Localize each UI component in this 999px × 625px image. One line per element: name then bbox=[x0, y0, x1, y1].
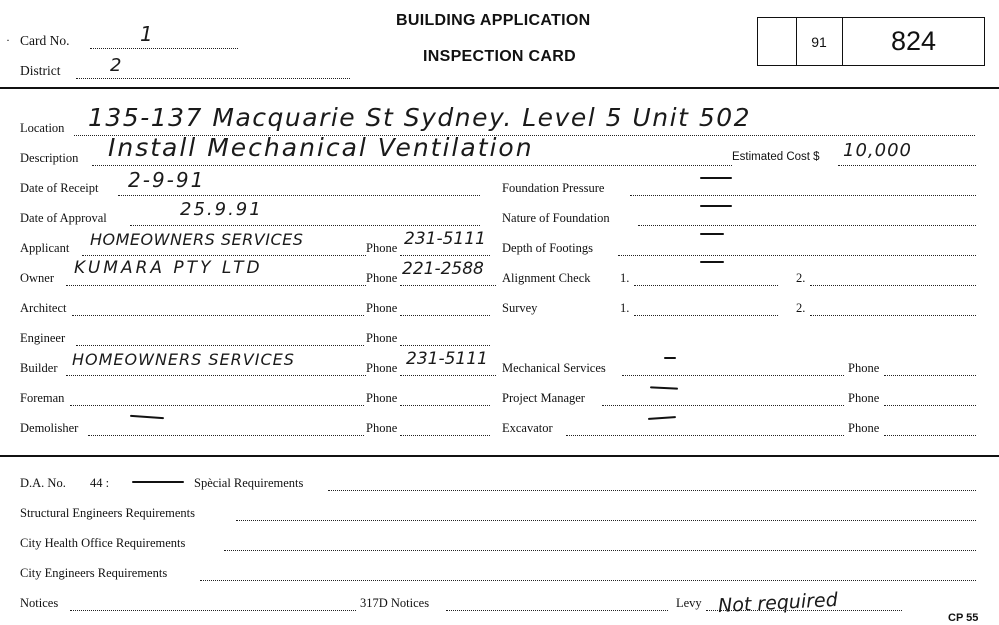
excavator-dash bbox=[648, 416, 676, 420]
owner-phone-line bbox=[400, 285, 496, 286]
structural-label: Structural Engineers Requirements bbox=[20, 506, 195, 520]
engineer-phone-label: Phone bbox=[366, 331, 398, 345]
health-label: City Health Office Requirements bbox=[20, 536, 186, 550]
mechanical-services-dash bbox=[664, 357, 676, 359]
date-receipt-label: Date of Receipt bbox=[20, 181, 99, 195]
special-requirements-label: Spècial Requirements bbox=[194, 476, 304, 490]
card-no-label: Card No. bbox=[20, 33, 70, 48]
excavator-line bbox=[566, 435, 844, 436]
applicant-label: Applicant bbox=[20, 241, 70, 255]
special-requirements-line bbox=[328, 490, 976, 491]
structural-line bbox=[236, 520, 976, 521]
project-manager-line bbox=[602, 405, 844, 406]
applicant-line bbox=[82, 255, 366, 256]
city-engineers-line bbox=[200, 580, 976, 581]
notices-317d-label: 317D Notices bbox=[360, 596, 430, 610]
survey-1-line bbox=[634, 315, 778, 316]
builder-phone-line bbox=[400, 375, 496, 376]
alignment-check-label: Alignment Check bbox=[502, 271, 591, 285]
alignment-check-dash bbox=[700, 261, 724, 263]
health-line bbox=[224, 550, 976, 551]
da-no-label: D.A. No. bbox=[20, 476, 66, 490]
project-manager-phone-line bbox=[884, 405, 976, 406]
applicant-phone-label: Phone bbox=[366, 241, 398, 255]
notices-line bbox=[70, 610, 356, 611]
foreman-line bbox=[70, 405, 364, 406]
builder-label: Builder bbox=[20, 361, 58, 375]
description-label: Description bbox=[20, 151, 79, 165]
alignment-1-line bbox=[634, 285, 778, 286]
box-number-cell bbox=[842, 18, 984, 65]
survey-label: Survey bbox=[502, 301, 538, 315]
box-number: 824 bbox=[890, 26, 937, 56]
levy-value: Not required bbox=[717, 588, 839, 618]
nature-foundation-label: Nature of Foundation bbox=[502, 211, 610, 225]
nature-foundation-dash bbox=[700, 205, 732, 207]
location-value: 135-137 Macquarie St Sydney. Level 5 Unit 502 bbox=[88, 103, 752, 132]
architect-phone-label: Phone bbox=[366, 301, 398, 315]
form-code: CP 55 bbox=[948, 612, 979, 624]
nature-foundation-line bbox=[638, 225, 976, 226]
depth-footings-dash bbox=[700, 233, 724, 235]
estimated-cost-value: 10,000 bbox=[843, 140, 912, 161]
owner-phone-value: 221-2588 bbox=[402, 259, 484, 279]
date-approval-line bbox=[130, 225, 480, 226]
survey-1-label: 1. bbox=[620, 301, 630, 315]
excavator-label: Excavator bbox=[502, 421, 553, 435]
card-no-line bbox=[90, 48, 238, 49]
location-label: Location bbox=[20, 121, 65, 135]
date-receipt-line bbox=[118, 195, 480, 196]
title-line-2: INSPECTION CARD bbox=[423, 48, 576, 65]
demolisher-phone-line bbox=[400, 435, 490, 436]
architect-line bbox=[72, 315, 364, 316]
engineer-line bbox=[76, 345, 364, 346]
demolisher-dash bbox=[130, 415, 164, 419]
alignment-2-line bbox=[810, 285, 976, 286]
builder-value: HOMEOWNERS SERVICES bbox=[72, 350, 295, 369]
description-line bbox=[92, 165, 732, 166]
da-no-value: 44 : bbox=[90, 476, 110, 490]
foundation-pressure-dash bbox=[700, 177, 732, 179]
demolisher-label: Demolisher bbox=[20, 421, 79, 435]
owner-label: Owner bbox=[20, 271, 55, 285]
engineer-label: Engineer bbox=[20, 331, 66, 345]
owner-phone-label: Phone bbox=[366, 271, 398, 285]
date-approval-label: Date of Approval bbox=[20, 211, 107, 225]
card-number-box bbox=[757, 17, 985, 66]
alignment-1-label: 1. bbox=[620, 271, 630, 285]
depth-footings-label: Depth of Footings bbox=[502, 241, 593, 255]
card-no-value: 1 bbox=[140, 22, 153, 46]
excavator-phone-line bbox=[884, 435, 976, 436]
builder-phone-label: Phone bbox=[366, 361, 398, 375]
da-no-dash bbox=[132, 481, 184, 483]
applicant-value: HOMEOWNERS SERVICES bbox=[90, 230, 304, 249]
district-label: District bbox=[20, 63, 61, 78]
project-manager-label: Project Manager bbox=[502, 391, 585, 405]
engineer-phone-line bbox=[400, 345, 490, 346]
excavator-phone-label: Phone bbox=[848, 421, 880, 435]
mechanical-services-line bbox=[622, 375, 844, 376]
owner-value: KUMARA PTY LTD bbox=[74, 258, 263, 278]
alignment-2-label: 2. bbox=[796, 271, 806, 285]
demolisher-phone-label: Phone bbox=[366, 421, 398, 435]
applicant-phone-line bbox=[400, 255, 490, 256]
estimated-cost-line bbox=[838, 165, 976, 166]
date-approval-value: 25.9.91 bbox=[180, 199, 263, 220]
estimated-cost-label: Estimated Cost $ bbox=[732, 151, 820, 163]
owner-line bbox=[66, 285, 366, 286]
survey-2-line bbox=[810, 315, 976, 316]
builder-line bbox=[66, 375, 366, 376]
foundation-pressure-line bbox=[630, 195, 976, 196]
title-line-1: BUILDING APPLICATION bbox=[396, 12, 591, 29]
foreman-phone-line bbox=[400, 405, 490, 406]
foreman-label: Foreman bbox=[20, 391, 65, 405]
levy-label: Levy bbox=[676, 596, 702, 610]
foreman-phone-label: Phone bbox=[366, 391, 398, 405]
description-value: Install Mechanical Ventilation bbox=[108, 133, 534, 162]
header-divider bbox=[0, 87, 999, 89]
builder-phone-value: 231-5111 bbox=[406, 349, 488, 369]
bullet-mark: · bbox=[6, 33, 10, 47]
box-prefix: 91 bbox=[811, 33, 827, 50]
mechanical-services-label: Mechanical Services bbox=[502, 361, 606, 375]
mechanical-phone-label: Phone bbox=[848, 361, 880, 375]
district-value: 2 bbox=[110, 55, 122, 76]
demolisher-line bbox=[88, 435, 364, 436]
notices-label: Notices bbox=[20, 596, 59, 610]
project-manager-dash bbox=[650, 386, 678, 389]
district-line bbox=[76, 78, 350, 79]
requirements-divider bbox=[0, 455, 999, 457]
foundation-pressure-label: Foundation Pressure bbox=[502, 181, 605, 195]
survey-2-label: 2. bbox=[796, 301, 806, 315]
applicant-phone-value: 231-5111 bbox=[404, 229, 486, 249]
project-manager-phone-label: Phone bbox=[848, 391, 880, 405]
mechanical-phone-line bbox=[884, 375, 976, 376]
architect-label: Architect bbox=[20, 301, 67, 315]
date-receipt-value: 2-9-91 bbox=[128, 168, 206, 192]
architect-phone-line bbox=[400, 315, 490, 316]
depth-footings-line bbox=[618, 255, 976, 256]
box-prefix-cell bbox=[796, 18, 841, 65]
city-engineers-label: City Engineers Requirements bbox=[20, 566, 168, 580]
notices-317d-line bbox=[446, 610, 668, 611]
